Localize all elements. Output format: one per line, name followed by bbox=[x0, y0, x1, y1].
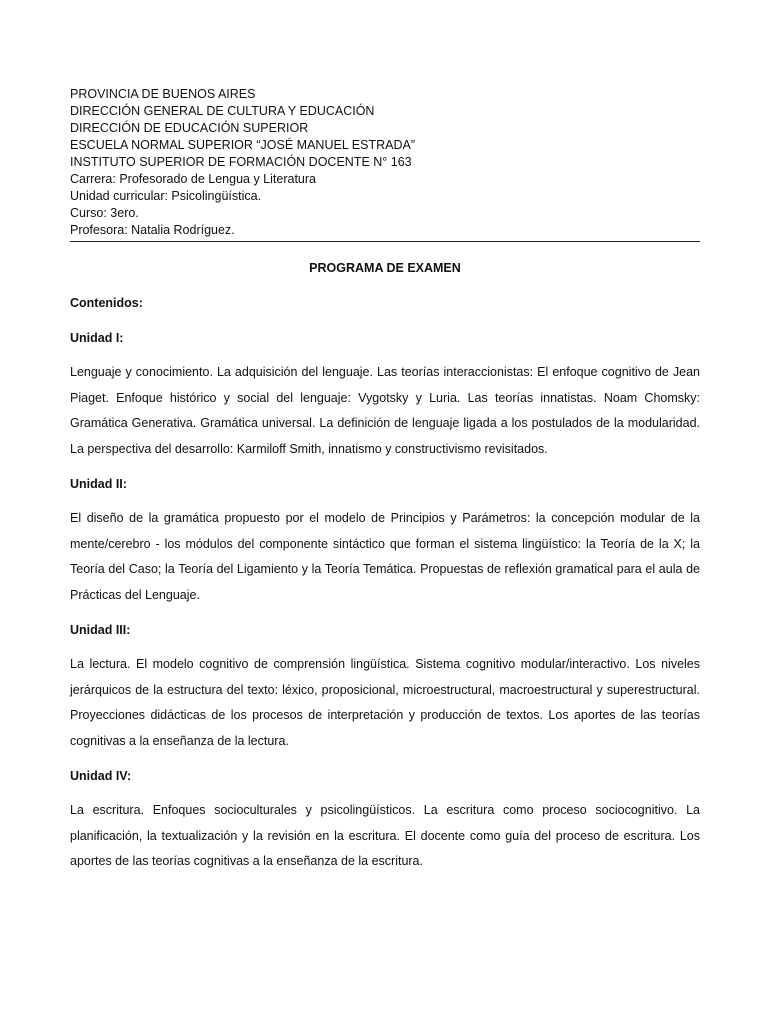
unit-4 bbox=[70, 768, 700, 875]
unit-text: Lenguaje y conocimiento. La adquisición del lenguaje. Las teorías interaccionistas: El enfoque cognitivo de Jean Piaget. Enfoque histórico y social del lenguaje: Vygotsky y Luria. Las teorías innatistas. Noam Chomsky: Gramática Generativa. Gramática universal. La definición de lenguaje ligada a los postulados de la modularidad. La perspectiva del desarrollo: Karmiloff Smith, innatismo y constructivismo revisitados. bbox=[70, 365, 700, 456]
header-province: PROVINCIA DE BUENOS AIRES bbox=[70, 87, 256, 101]
contents-heading: Contenidos: bbox=[70, 296, 143, 310]
unit-text: La escritura. Enfoques socioculturales y psicolingüísticos. La escritura como proceso sociocognitivo. La planificación, la textualización y la revisión en la escritura. El docente como guía del proceso de escritura. Los aportes de las teorías cognitivas a la enseñanza de la escritura. bbox=[70, 803, 700, 868]
unit-heading: Unidad III: bbox=[70, 623, 131, 637]
unit-heading: Unidad IV: bbox=[70, 769, 132, 783]
unit-text: El diseño de la gramática propuesto por el modelo de Principios y Parámetros: la concepción modular de la mente/cerebro - los módulos del componente sintáctico que forman el sistema lingüístico: la Teoría de la X; la Teoría del Caso; la Teoría del Ligamiento y la Teoría Temática. Propuestas de reflexión gramatical para el aula de Prácticas del Lenguaje. bbox=[70, 511, 700, 602]
header-direction-superior: DIRECCIÓN DE EDUCACIÓN SUPERIOR bbox=[70, 121, 309, 135]
header-direction-general: DIRECCIÓN GENERAL DE CULTURA Y EDUCACIÓN bbox=[70, 104, 375, 118]
unit-3 bbox=[70, 622, 700, 754]
institution-header bbox=[70, 86, 700, 242]
header-course: Curso: 3ero. bbox=[70, 206, 139, 220]
unit-heading: Unidad I: bbox=[70, 331, 124, 345]
document-page bbox=[70, 86, 700, 875]
header-curricular-unit: Unidad curricular: Psicolingüística. bbox=[70, 189, 262, 203]
unit-1 bbox=[70, 330, 700, 462]
document-title: PROGRAMA DE EXAMEN bbox=[309, 261, 461, 275]
unit-2 bbox=[70, 476, 700, 608]
header-school: ESCUELA NORMAL SUPERIOR “JOSÉ MANUEL ESTRADA” bbox=[70, 138, 415, 152]
unit-heading: Unidad II: bbox=[70, 477, 127, 491]
unit-text: La lectura. El modelo cognitivo de comprensión lingüística. Sistema cognitivo modular/interactivo. Los niveles jerárquicos de la estructura del texto: léxico, proposicional, microestructural, macroestructural y superestructural. Proyecciones didácticas de los procesos de interpretación y producción de textos. Los aportes de las teorías cognitivas a la enseñanza de la lectura. bbox=[70, 657, 700, 748]
header-teacher: Profesora: Natalia Rodríguez. bbox=[70, 223, 235, 237]
header-career: Carrera: Profesorado de Lengua y Literatura bbox=[70, 172, 316, 186]
header-institute: INSTITUTO SUPERIOR DE FORMACIÓN DOCENTE N° 163 bbox=[70, 155, 412, 169]
